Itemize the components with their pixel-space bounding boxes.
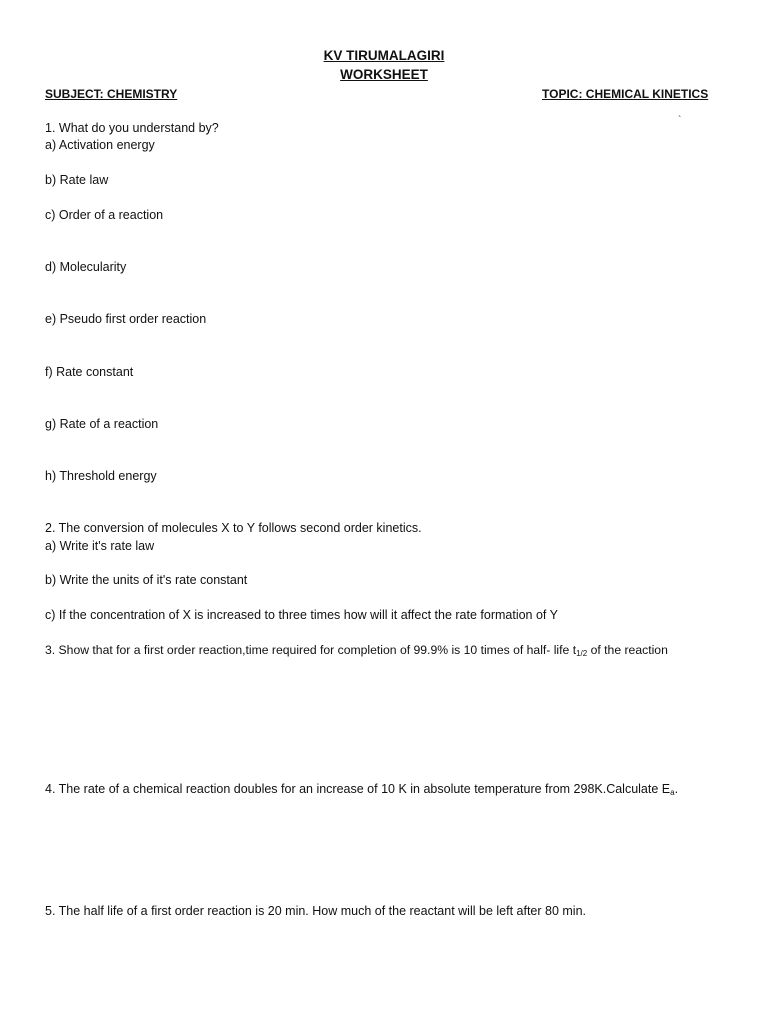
- q2-part-c: c) If the concentration of X is increased to three times how will it affect the rate formation of Y: [45, 608, 558, 622]
- q3-text-end: of the reaction: [587, 643, 668, 657]
- q3-subscript: 1/2: [576, 649, 588, 658]
- q2-stem: 2. The conversion of molecules X to Y follows second order kinetics.: [45, 521, 422, 535]
- q1-part-a: a) Activation energy: [45, 138, 155, 152]
- q3-text: [45, 643, 668, 661]
- q1-part-b: b) Rate law: [45, 173, 109, 187]
- q1-part-e: e) Pseudo first order reaction: [45, 312, 207, 326]
- topic-label: TOPIC: CHEMICAL KINETICS: [542, 87, 709, 101]
- q1-part-f: f) Rate constant: [45, 365, 134, 379]
- q1-stem: 1. What do you understand by?: [45, 121, 219, 135]
- q1-part-h: h) Threshold energy: [45, 469, 157, 483]
- stray-mark: `: [678, 115, 682, 126]
- worksheet-title: WORKSHEET: [340, 67, 428, 82]
- q1-part-c: c) Order of a reaction: [45, 208, 164, 222]
- q2-part-a: a) Write it's rate law: [45, 539, 155, 553]
- q4-subscript: a: [670, 788, 675, 797]
- q4-text: [45, 782, 678, 800]
- school-title: KV TIRUMALAGIRI: [323, 48, 445, 63]
- q5-text: 5. The half life of a first order reaction is 20 min. How much of the reactant will be left after 80 min.: [45, 904, 586, 918]
- q1-part-g: g) Rate of a reaction: [45, 417, 159, 431]
- q1-part-d: d) Molecularity: [45, 260, 127, 274]
- subject-label: SUBJECT: CHEMISTRY: [45, 87, 178, 101]
- q3-text-main: 3. Show that for a first order reaction,time required for completion of 99.9% is 10 times of half- life t: [45, 643, 577, 657]
- q4-text-main: 4. The rate of a chemical reaction doubles for an increase of 10 K in absolute temperature from 298K.Calculate E: [45, 782, 671, 796]
- q2-part-b: b) Write the units of it's rate constant: [45, 573, 248, 587]
- q4-text-end: .: [674, 782, 679, 796]
